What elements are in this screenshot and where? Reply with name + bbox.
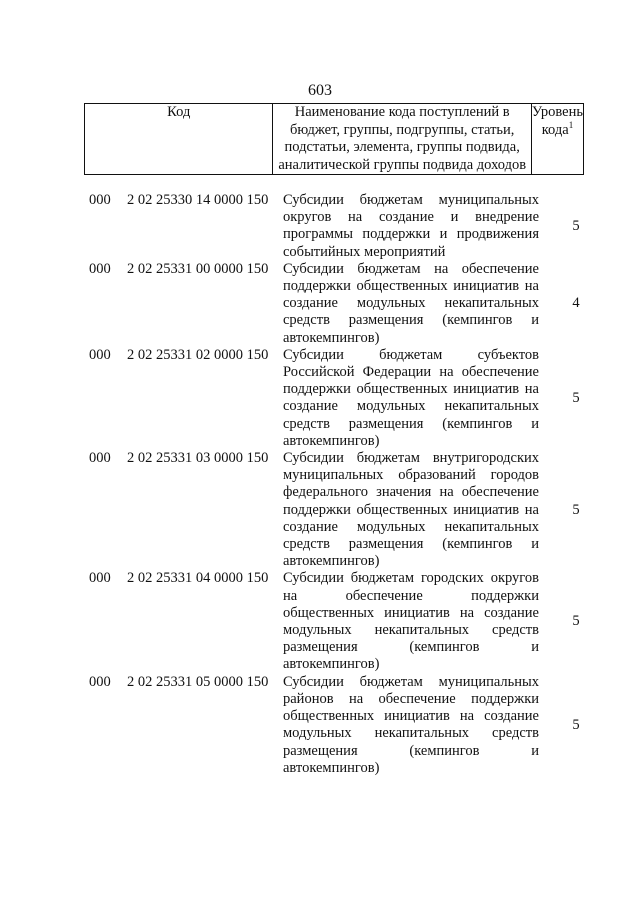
income-code: 2 02 25331 04 0000 150 — [127, 570, 269, 587]
code-level: 5 — [572, 217, 580, 234]
income-code-name: Субсидии бюджетам муниципальных районов на обеспечение поддержки общественных инициатив на создание модульных некапитальных средств размещения (кемпингов и автокемпингов) — [283, 673, 539, 776]
table-row — [89, 674, 589, 777]
header-name-cell — [273, 104, 531, 175]
code-level: 5 — [572, 389, 580, 406]
table-row — [89, 347, 589, 450]
admin-code: 000 — [89, 570, 111, 587]
table-header — [84, 103, 584, 175]
income-code-name: Субсидии бюджетам внутригородских муниципальных образований городов федерального значения на обеспечение поддержки общественных инициатив на создание модульных некапитальных средств размещения (кемпингов и автокемпингов) — [283, 450, 539, 570]
income-code-name: Субсидии бюджетам муниципальных округов на создание и внедрение программы поддержки и продвижения событийных мероприятий — [283, 192, 539, 260]
income-code: 2 02 25331 05 0000 150 — [127, 673, 269, 690]
header-level-cell — [531, 104, 583, 175]
income-code: 2 02 25331 00 0000 150 — [127, 260, 269, 277]
table-row — [89, 192, 589, 261]
admin-code: 000 — [89, 450, 111, 467]
header-code-label: Код — [167, 104, 191, 120]
income-code: 2 02 25331 03 0000 150 — [127, 450, 269, 467]
income-code: 2 02 25330 14 0000 150 — [127, 192, 269, 208]
code-level: 4 — [572, 295, 580, 312]
header-level-label: Уровень кода — [531, 104, 583, 138]
header-code-cell — [85, 104, 273, 175]
table-row — [89, 450, 589, 570]
admin-code: 000 — [89, 673, 111, 690]
admin-code: 000 — [89, 346, 111, 363]
code-level: 5 — [572, 501, 580, 518]
admin-code: 000 — [89, 260, 111, 277]
income-code-list — [89, 192, 589, 777]
income-code-name: Субсидии бюджетам субъектов Российской Федерации на обеспечение поддержки общественных инициатив на создание модульных некапитальных средств размещения (кемпингов и автокемпингов) — [283, 346, 539, 449]
table-row — [89, 261, 589, 347]
table-row — [89, 570, 589, 673]
page-number: 603 — [308, 82, 332, 99]
income-code: 2 02 25331 02 0000 150 — [127, 346, 269, 363]
income-code-name: Субсидии бюджетам городских округов на обеспечение поддержки общественных инициатив на создание модульных некапитальных средств размещения (кемпингов и автокемпингов) — [283, 570, 539, 673]
footnote-marker: 1 — [568, 119, 574, 130]
code-level: 5 — [572, 716, 580, 733]
code-level: 5 — [572, 613, 580, 630]
admin-code: 000 — [89, 192, 111, 208]
header-name-label: Наименование кода поступлений в бюджет, группы, подгруппы, статьи, подстатьи, элемента, группы подвида, аналитической группы подвида доходов — [278, 104, 527, 173]
income-code-name: Субсидии бюджетам на обеспечение поддержки общественных инициатив на создание модульных некапитальных средств размещения (кемпингов и автокемпингов) — [283, 260, 539, 346]
